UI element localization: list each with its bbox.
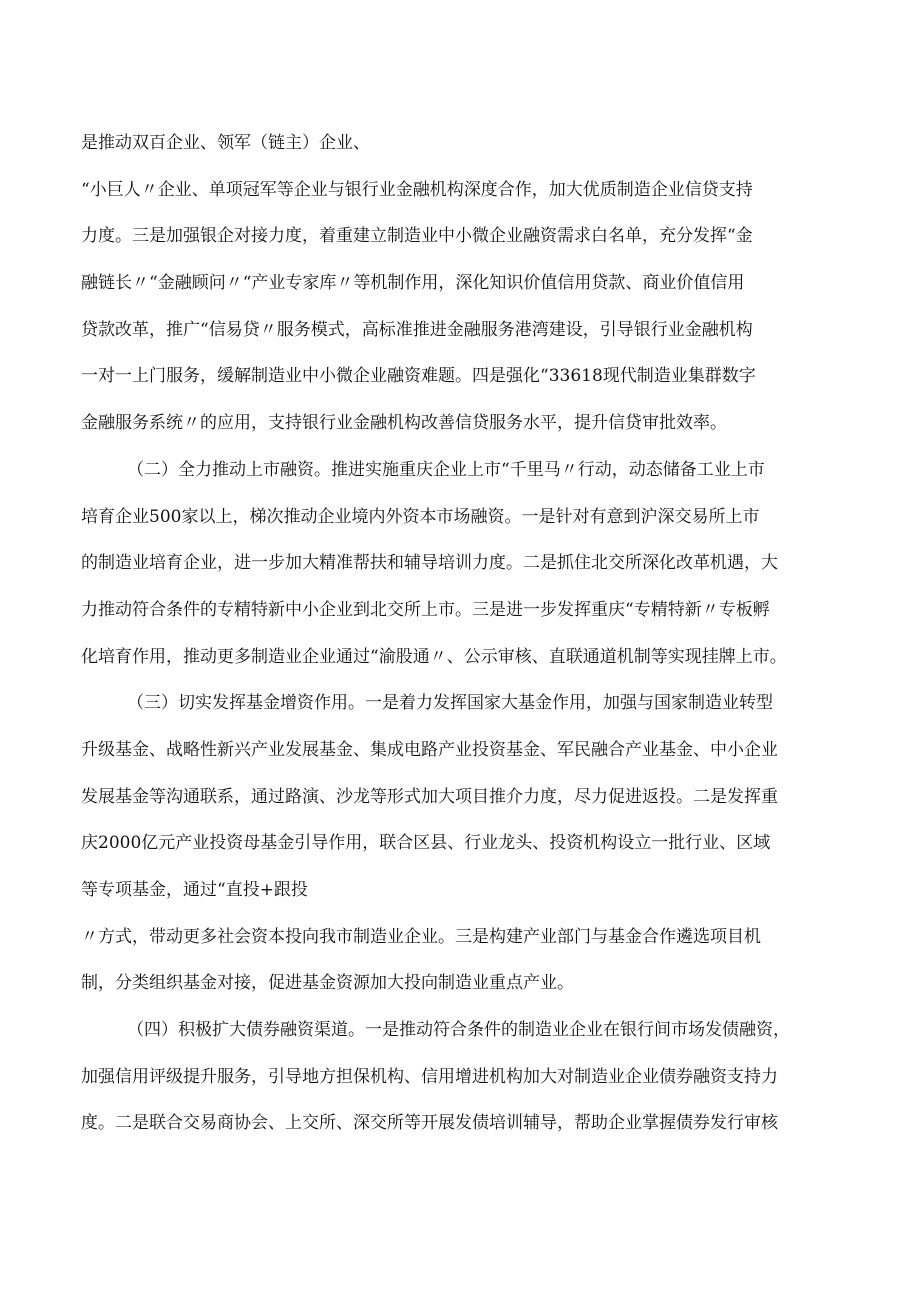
- text-line: 发展基金等沟通联系，通过路演、沙龙等形式加大项目推介力度，尽力促进返投。二是发挥重: [81, 786, 778, 807]
- text-line: 度。二是联合交易商协会、上交所、深交所等开展发债培训辅导，帮助企业掌握债券发行审核: [81, 1113, 778, 1134]
- text-line: 庆2000亿元产业投资母基金引导作用，联合区县、行业龙头、投资机构设立一批行业、区域: [81, 833, 771, 854]
- text-line: 力度。三是加强银企对接力度，着重建立制造业中小微企业融资需求白名单，充分发挥“金: [81, 226, 753, 247]
- text-line: 贷款改革，推广“信易贷〃服务模式，高标准推进金融服务港湾建设，引导银行业金融机构: [81, 319, 753, 340]
- text-line: 培育企业500家以上，梯次推动企业境内外资本市场融资。一是针对有意到沪深交易所上市: [81, 506, 760, 527]
- text-line: 制，分类组织基金对接，促进基金资源加大投向制造业重点产业。: [81, 973, 574, 994]
- document-body: [81, 120, 841, 1147]
- text-line: 加强信用评级提升服务，引导地方担保机构、信用增进机构加大对制造业企业债券融资支持力: [81, 1066, 778, 1087]
- section-2-first-line: （二）全力推动上市融资。推进实施重庆企业上市“千里马〃行动，动态储备工业上市: [127, 459, 765, 480]
- text-line: 融链长〃“金融顾问〃“产业专家库〃等机制作用，深化知识价值信用贷款、商业价值信用: [81, 273, 745, 294]
- text-line: 是推动双百企业、领军（链主）企业、: [81, 133, 370, 153]
- text-line: 等专项基金，通过“直投+跟投: [81, 880, 308, 900]
- text-line: 一对一上门服务，缓解制造业中小微企业融资难题。四是强化“33618现代制造业集群数字: [81, 366, 756, 387]
- section-4-first-line: （四）积极扩大债券融资渠道。一是推动符合条件的制造业企业在银行间市场发债融资，: [127, 1020, 790, 1041]
- text-line: 化培育作用，推动更多制造业企业通过“渝股通〃、公示审核、直联通道机制等实现挂牌上市。: [81, 646, 787, 667]
- text-line: 〃方式，带动更多社会资本投向我市制造业企业。三是构建产业部门与基金合作遴选项目机: [81, 926, 761, 947]
- text-line: 金融服务系统〃的应用，支持银行业金融机构改善信贷服务水平，提升信贷审批效率。: [81, 413, 727, 434]
- text-line: 升级基金、战略性新兴产业发展基金、集成电路产业投资基金、军民融合产业基金、中小企业: [81, 739, 778, 760]
- text-line: “小巨人〃企业、单项冠军等企业与银行业金融机构深度合作，加大优质制造企业信贷支持: [81, 179, 753, 200]
- text-line: 力推动符合条件的专精特新中小企业到北交所上市。三是进一步发挥重庆“专精特新〃专板孵: [81, 599, 770, 620]
- section-3-first-line: （三）切实发挥基金增资作用。一是着力发挥国家大基金作用，加强与国家制造业转型: [127, 693, 773, 714]
- text-line: 的制造业培育企业，进一步加大精准帮扶和辅导培训力度。二是抓住北交所深化改革机遇，大: [81, 553, 778, 574]
